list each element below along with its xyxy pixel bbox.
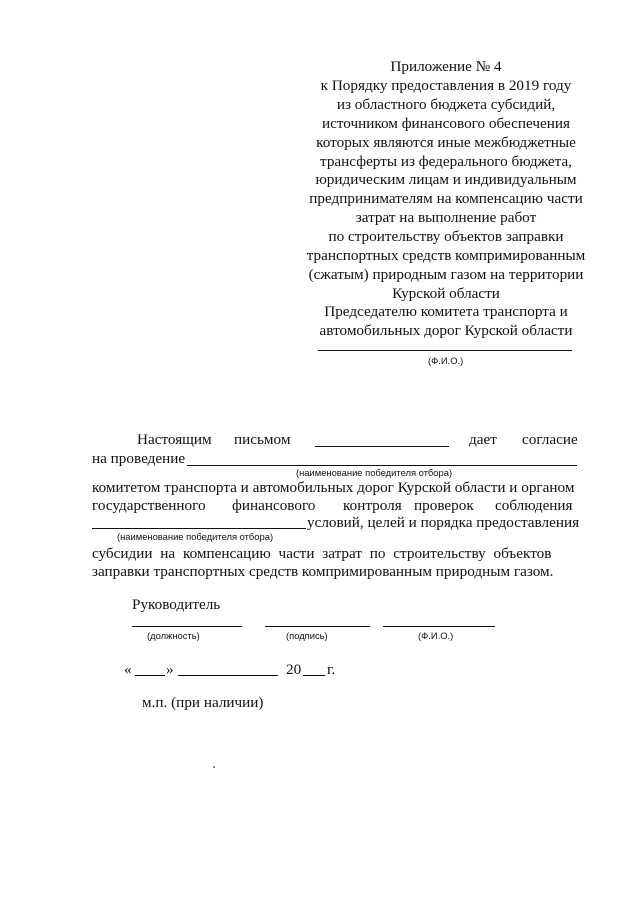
appendix-title: Приложение № 4	[390, 58, 502, 75]
appendix-line: (сжатым) природным газом на территории	[308, 265, 584, 283]
appendix-line: источником финансового обеспечения	[321, 114, 570, 132]
date-open-quote: «	[124, 661, 132, 678]
fio-line[interactable]	[383, 626, 495, 627]
winner-blank-1[interactable]	[315, 446, 449, 447]
date-month-blank[interactable]	[178, 675, 278, 676]
body-text: на проведение	[92, 450, 186, 467]
date-day-blank[interactable]	[135, 675, 165, 676]
body-word: проверок	[414, 497, 474, 514]
body-word: согласие	[522, 431, 578, 448]
date-year-prefix: 20	[286, 661, 302, 678]
body-word: соблюдения	[495, 497, 573, 514]
body-word: финансового	[232, 497, 316, 514]
body-word: дает	[469, 431, 497, 448]
addressee-line: Председателю комитета транспорта и	[324, 303, 568, 320]
addressee-fio-caption: (Ф.И.О.)	[428, 355, 464, 366]
appendix-line: к Порядку предоставления в 2019 году	[320, 76, 572, 94]
body-word: Настоящим	[137, 431, 212, 448]
date-year-suffix: г.	[327, 661, 336, 678]
appendix-line: трансферты из федерального бюджета,	[320, 152, 572, 170]
stamp-note: м.п. (при наличии)	[142, 694, 264, 711]
body-text: субсидии на компенсацию части затрат по строительству объектов	[92, 545, 552, 562]
addressee-block	[296, 303, 596, 341]
position-line[interactable]	[132, 626, 242, 627]
body-text: комитетом транспорта и автомобильных дорог Курской области и органом	[92, 479, 575, 496]
date-close-quote: »	[166, 661, 174, 678]
winner-caption: (наименование победителя отбора)	[296, 467, 453, 478]
appendix-header	[296, 58, 596, 304]
appendix-line: которых являются иные межбюджетные	[316, 133, 576, 151]
addressee-fio-line[interactable]	[318, 350, 572, 351]
appendix-line: по строительству объектов заправки	[328, 228, 564, 246]
appendix-line: из областного бюджета субсидий,	[336, 95, 556, 113]
body-word: письмом	[234, 431, 291, 448]
fio-caption: (Ф.И.О.)	[418, 630, 454, 641]
scan-speck	[213, 766, 215, 768]
body-word: контроля	[343, 497, 402, 514]
date-year-blank[interactable]	[303, 675, 325, 676]
appendix-line: затрат на выполнение работ	[355, 209, 537, 227]
signature-caption: (подпись)	[286, 630, 328, 641]
position-caption: (должность)	[147, 630, 200, 641]
addressee-line: автомобильных дорог Курской области	[319, 321, 573, 339]
signature-head: Руководитель	[132, 596, 221, 613]
winner-blank-2[interactable]	[187, 465, 577, 466]
body-text: заправки транспортных средств компримированным природным газом.	[92, 563, 554, 580]
body-word: государственного	[92, 497, 206, 514]
appendix-line: транспортных средств компримированным	[306, 247, 586, 265]
body-text: условий, целей и порядка предоставления	[307, 514, 580, 531]
appendix-line: предпринимателям на компенсацию части	[309, 190, 583, 208]
winner-caption: (наименование победителя отбора)	[117, 531, 274, 542]
appendix-line: юридическим лицам и индивидуальным	[315, 171, 577, 189]
signature-line[interactable]	[265, 626, 370, 627]
winner-blank-3[interactable]	[92, 528, 306, 529]
appendix-line: Курской области	[392, 284, 500, 302]
